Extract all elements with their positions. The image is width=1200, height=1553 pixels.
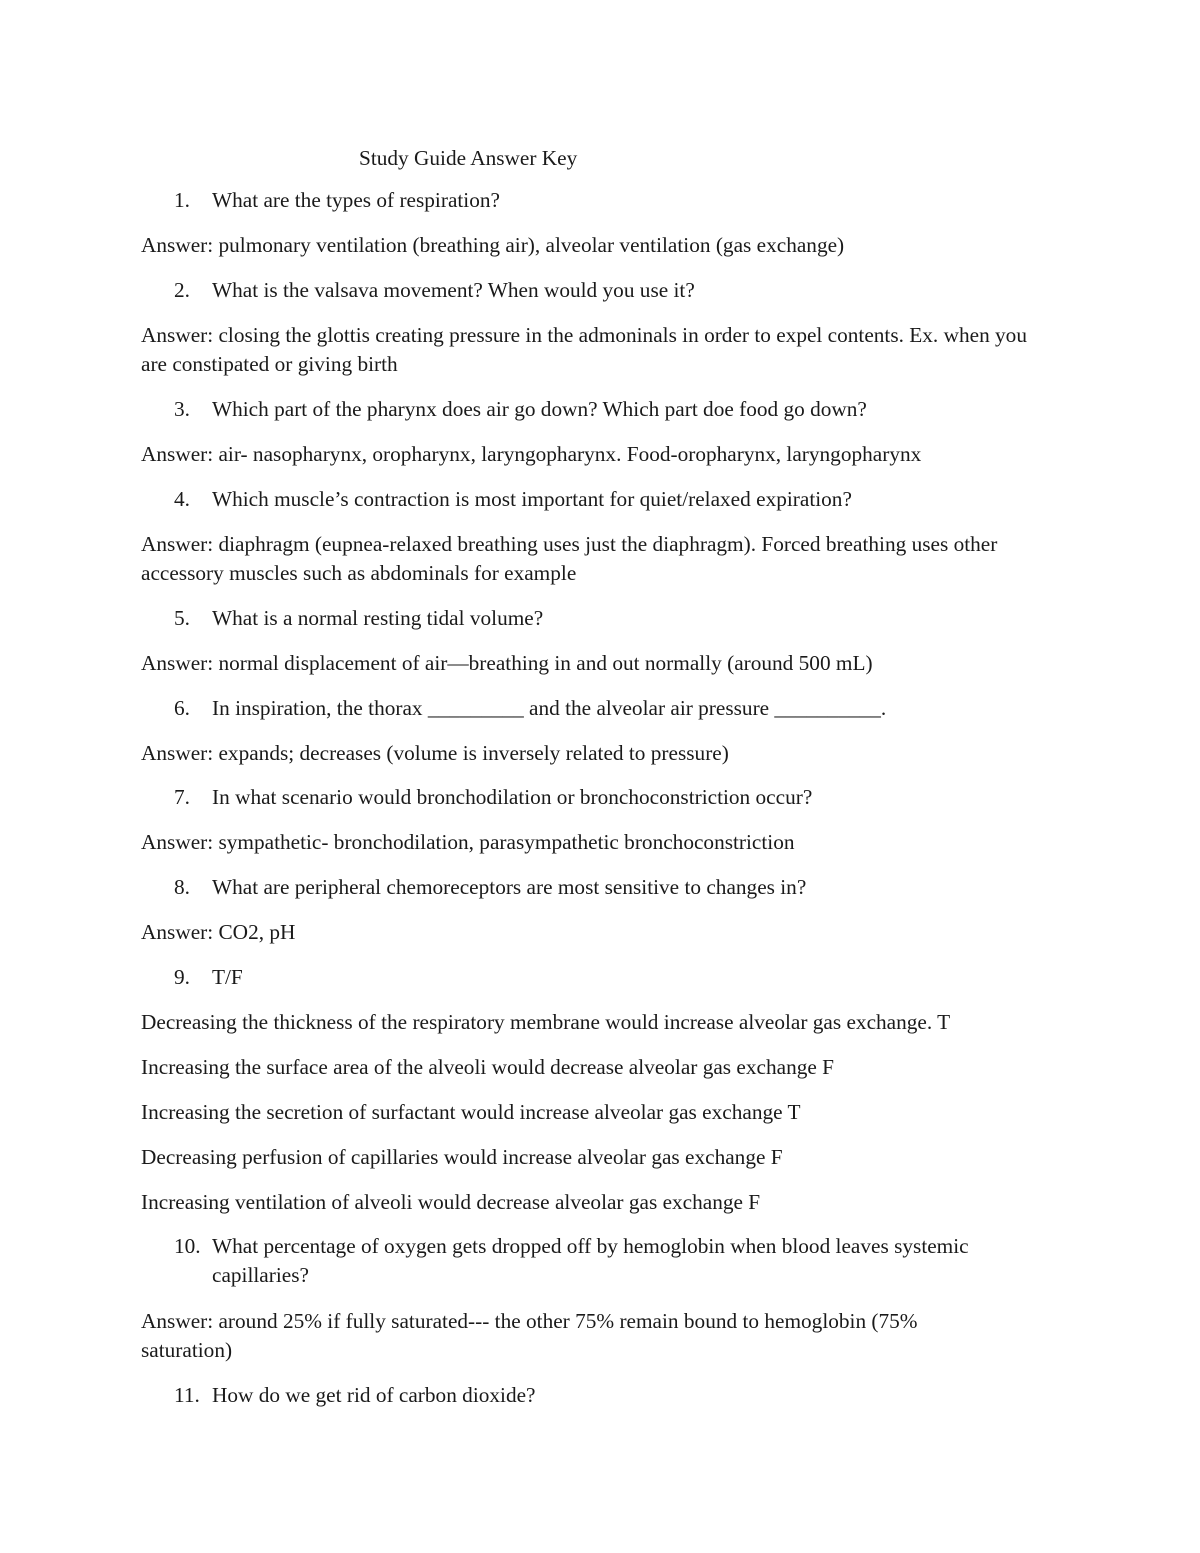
- tf-statement: Increasing ventilation of alveoli would decrease alveolar gas exchange F: [141, 1190, 761, 1214]
- question-text: In inspiration, the thorax _________ and the alveolar air pressure __________.: [212, 696, 887, 720]
- answer-1: Answer: pulmonary ventilation (breathing air), alveolar ventilation (gas exchange): [141, 233, 845, 257]
- question-number: 2.: [174, 278, 190, 302]
- answer-8: Answer: CO2, pH: [141, 920, 296, 944]
- question-number: 6.: [174, 696, 190, 720]
- question-7: [174, 783, 1054, 812]
- question-number: 5.: [174, 606, 190, 630]
- question-number: 4.: [174, 487, 190, 511]
- question-6: [174, 694, 1054, 723]
- question-5: [174, 604, 1054, 633]
- tf-statement: Increasing the surface area of the alveoli would decrease alveolar gas exchange F: [141, 1055, 834, 1079]
- question-2: [174, 276, 1054, 305]
- answer-5: Answer: normal displacement of air—breathing in and out normally (around 500 mL): [141, 651, 873, 675]
- question-number: 11.: [174, 1383, 200, 1407]
- question-text: T/F: [212, 965, 243, 989]
- answer-3: Answer: air- nasopharynx, oropharynx, laryngopharynx. Food-oropharynx, laryngopharynx: [141, 442, 922, 466]
- question-number: 3.: [174, 397, 190, 421]
- page-title: Study Guide Answer Key: [359, 146, 578, 170]
- question-number: 1.: [174, 188, 190, 212]
- question-11: [174, 1381, 1054, 1410]
- question-4: [174, 485, 1054, 514]
- question-text: What is the valsava movement? When would you use it?: [212, 278, 695, 302]
- tf-statement: Increasing the secretion of surfactant would increase alveolar gas exchange T: [141, 1100, 801, 1124]
- answer-7: Answer: sympathetic- bronchodilation, parasympathetic bronchoconstriction: [141, 830, 795, 854]
- question-text: Which part of the pharynx does air go down? Which part doe food go down?: [212, 397, 867, 421]
- question-text: Which muscle’s contraction is most important for quiet/relaxed expiration?: [212, 487, 852, 511]
- question-10: [174, 1232, 1054, 1290]
- question-number: 8.: [174, 875, 190, 899]
- answer-2: Answer: closing the glottis creating pressure in the admoninals in order to expel contents. Ex. when you are constipated or giving birth: [141, 323, 1027, 376]
- answer-10: Answer: around 25% if fully saturated--- the other 75% remain bound to hemoglobin (75% saturation): [141, 1309, 918, 1362]
- question-number: 9.: [174, 965, 190, 989]
- question-text: What are peripheral chemoreceptors are most sensitive to changes in?: [212, 875, 807, 899]
- question-9: [174, 963, 1054, 992]
- question-text: What is a normal resting tidal volume?: [212, 606, 544, 630]
- tf-statement: Decreasing the thickness of the respiratory membrane would increase alveolar gas exchange. T: [141, 1010, 951, 1034]
- question-text: What are the types of respiration?: [212, 188, 500, 212]
- question-8: [174, 873, 1054, 902]
- question-3: [174, 395, 1054, 424]
- question-number: 10.: [174, 1234, 201, 1258]
- tf-statement: Decreasing perfusion of capillaries would increase alveolar gas exchange F: [141, 1145, 783, 1169]
- answer-4: Answer: diaphragm (eupnea-relaxed breathing uses just the diaphragm). Forced breathing uses other accessory muscles such as abdominals for example: [141, 532, 998, 585]
- question-text: What percentage of oxygen gets dropped off by hemoglobin when blood leaves systemic capillaries?: [212, 1234, 969, 1287]
- question-number: 7.: [174, 785, 190, 809]
- question-1: [174, 186, 1054, 215]
- answer-6: Answer: expands; decreases (volume is inversely related to pressure): [141, 741, 729, 765]
- question-text: How do we get rid of carbon dioxide?: [212, 1383, 536, 1407]
- question-text: In what scenario would bronchodilation or bronchoconstriction occur?: [212, 785, 813, 809]
